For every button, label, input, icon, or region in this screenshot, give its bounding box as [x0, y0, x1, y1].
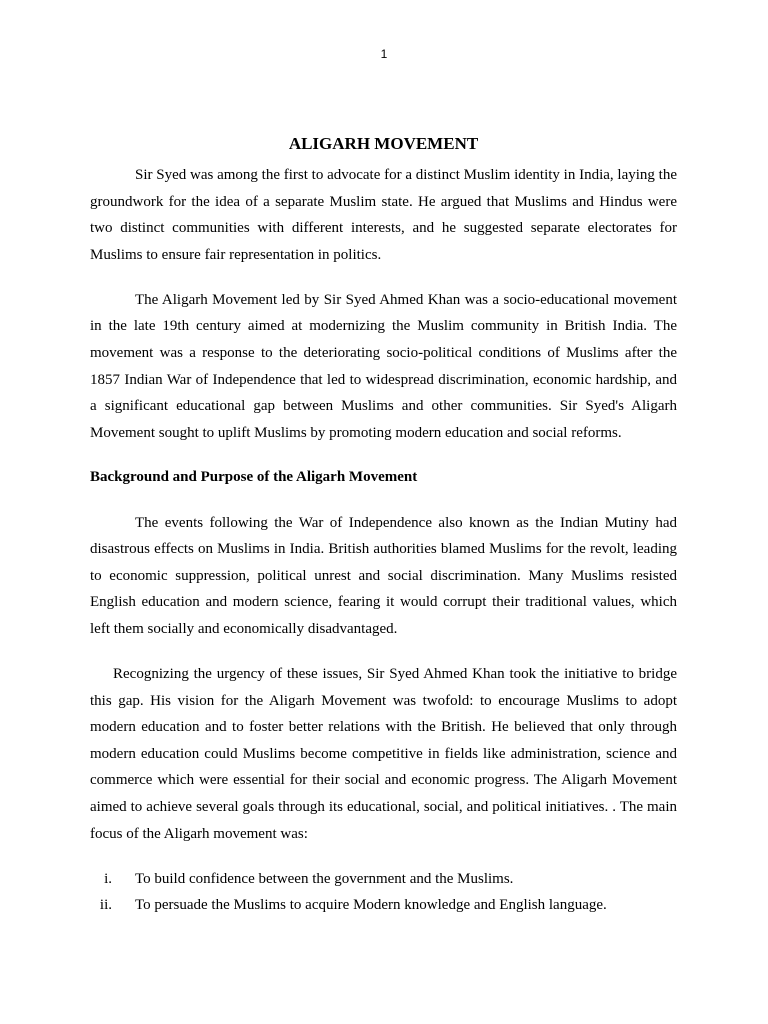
list-item [90, 866, 677, 893]
paragraph-intro: Sir Syed was among the first to advocate for a distinct Muslim identity in India, laying the groundwork for the idea of a separate Muslim state. He argued that Muslims and Hindus were two distinct communities with different interests, and he suggested separate electorates for Muslims to ensure fair representation in politics. [90, 167, 677, 263]
paragraph-war-aftermath: The events following the War of Independence also known as the Indian Mutiny had disastrous effects on Muslims in India. British authorities blamed Muslims for the revolt, leading to economic suppression, political unrest and social discrimination. Many Muslims resisted English education and modern science, fearing it would corrupt their traditional values, which left them socially and economically disadvantaged. [90, 514, 677, 637]
paragraph-aligarh-overview: The Aligarh Movement led by Sir Syed Ahmed Khan was a socio-educational movement in the late 19th century aimed at modernizing the Muslim community in British India. The movement was a response to the deteriorating socio-political conditions of Muslims after the 1857 Indian War of Independence that led to widespread discrimination, economic hardship, and a significant educational gap between Muslims and other communities. Sir Syed's Aligarh Movement sought to uplift Muslims by promoting modern education and social reforms. [90, 291, 677, 441]
list-marker: ii. [99, 897, 112, 914]
list-item-text: To persuade the Muslims to acquire Modern knowledge and English language. [135, 897, 607, 914]
paragraph-vision: Recognizing the urgency of these issues, Sir Syed Ahmed Khan took the initiative to bridge this gap. His vision for the Aligarh Movement was twofold: to encourage Muslims to adopt modern education and to foster better relations with the British. He believed that only through modern education could Muslims become competitive in fields like administration, science and commerce which were essential for their social and economic progress. The Aligarh Movement aimed to achieve several goals through its educational, social, and political initiatives. . The main focus of the Aligarh movement was: [90, 666, 677, 842]
page-number: 1 [380, 47, 388, 61]
document-title: ALIGARH MOVEMENT [288, 134, 479, 153]
section-heading-background: Background and Purpose of the Aligarh Movement [90, 469, 418, 486]
list-item [90, 892, 677, 919]
focus-list [90, 866, 677, 919]
list-item-text: To build confidence between the government and the Muslims. [135, 870, 514, 887]
list-marker: i. [104, 870, 112, 887]
document-body [90, 132, 677, 919]
